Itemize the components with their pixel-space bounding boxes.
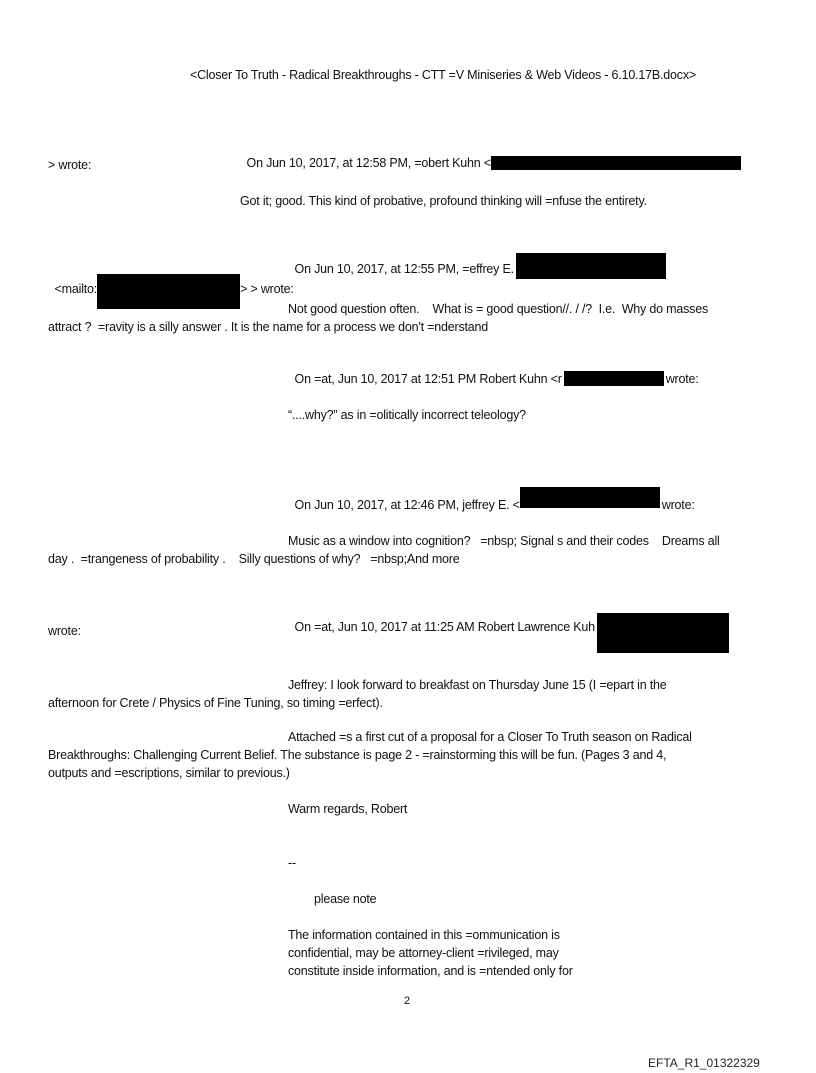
email-header-line: wrote:	[665, 372, 699, 386]
bates-number: EFTA_R1_01322329	[648, 1056, 760, 1070]
body-text: attract ? =ravity is a silly answer . It is the name for a process we don't =nderstand	[48, 320, 489, 334]
body-text: Attached =s a first cut of a proposal for a Closer To Truth season on Radical	[288, 730, 692, 744]
email-header-line: On =at, Jun 10, 2017 at 12:51 PM Robert Kuhn <r	[294, 372, 562, 386]
body-text: Not good question often. What is = good question//. / /? I.e. Why do masses	[288, 302, 709, 316]
disclaimer-text: constitute inside information, and is =ntended only for	[288, 964, 573, 978]
email-header-line: wrote:	[661, 498, 695, 512]
email-header-line: wrote:	[48, 624, 81, 638]
email-header-line: On Jun 10, 2017, at 12:58 PM, =obert Kuhn <	[246, 156, 491, 170]
email-header-row	[240, 139, 741, 171]
email-header-line: > wrote:	[48, 158, 92, 172]
email-header-line: On =at, Jun 10, 2017 at 11:25 AM Robert Lawrence Kuh	[294, 620, 595, 634]
email-header-line: On Jun 10, 2017, at 12:46 PM, jeffrey E. <	[294, 498, 520, 512]
redaction	[516, 253, 666, 279]
redaction	[97, 274, 240, 309]
redaction	[520, 487, 660, 508]
email-header-row	[288, 245, 666, 287]
body-text: Got it; good. This kind of probative, profound thinking will =nfuse the entirety.	[240, 194, 647, 208]
disclaimer-heading: please note	[314, 892, 377, 906]
signature-separator: --	[288, 856, 296, 870]
attachment-header: <Closer To Truth - Radical Breakthroughs - CTT =V Miniseries & Web Videos - 6.10.17B.docx>	[190, 68, 696, 82]
body-text: afternoon for Crete / Physics of Fine Tuning, so timing =erfect).	[48, 696, 383, 710]
email-header-row	[288, 355, 699, 387]
redaction	[564, 371, 664, 386]
body-text: “....why?” as in =olitically incorrect teleology?	[288, 408, 526, 422]
body-text: Music as a window into cognition? =nbsp; Signal s and their codes Dreams all	[288, 534, 720, 548]
email-header-row	[288, 481, 695, 518]
body-text: outputs and =escriptions, similar to previous.)	[48, 766, 290, 780]
email-header-row	[48, 265, 294, 316]
page-number: 2	[404, 995, 410, 1007]
email-header-line: On Jun 10, 2017, at 12:55 PM, =effrey E.	[294, 262, 514, 276]
email-header-line: <mailto:	[54, 282, 98, 296]
email-header-line: > > wrote:	[240, 282, 294, 296]
body-text: Jeffrey: I look forward to breakfast on Thursday June 15 (I =epart in the	[288, 678, 667, 692]
disclaimer-text: The information contained in this =ommunication is	[288, 928, 560, 942]
redaction	[597, 613, 729, 653]
body-text: day . =trangeness of probability . Silly questions of why? =nbsp;And more	[48, 552, 460, 566]
redaction	[491, 156, 741, 170]
disclaimer-text: confidential, may be attorney-client =rivileged, may	[288, 946, 559, 960]
email-header-row	[288, 603, 729, 659]
body-text: Breakthroughs: Challenging Current Belief. The substance is page 2 - =rainstorming this will be fun. (Pages 3 and 4,	[48, 748, 667, 762]
signature: Warm regards, Robert	[288, 802, 408, 816]
